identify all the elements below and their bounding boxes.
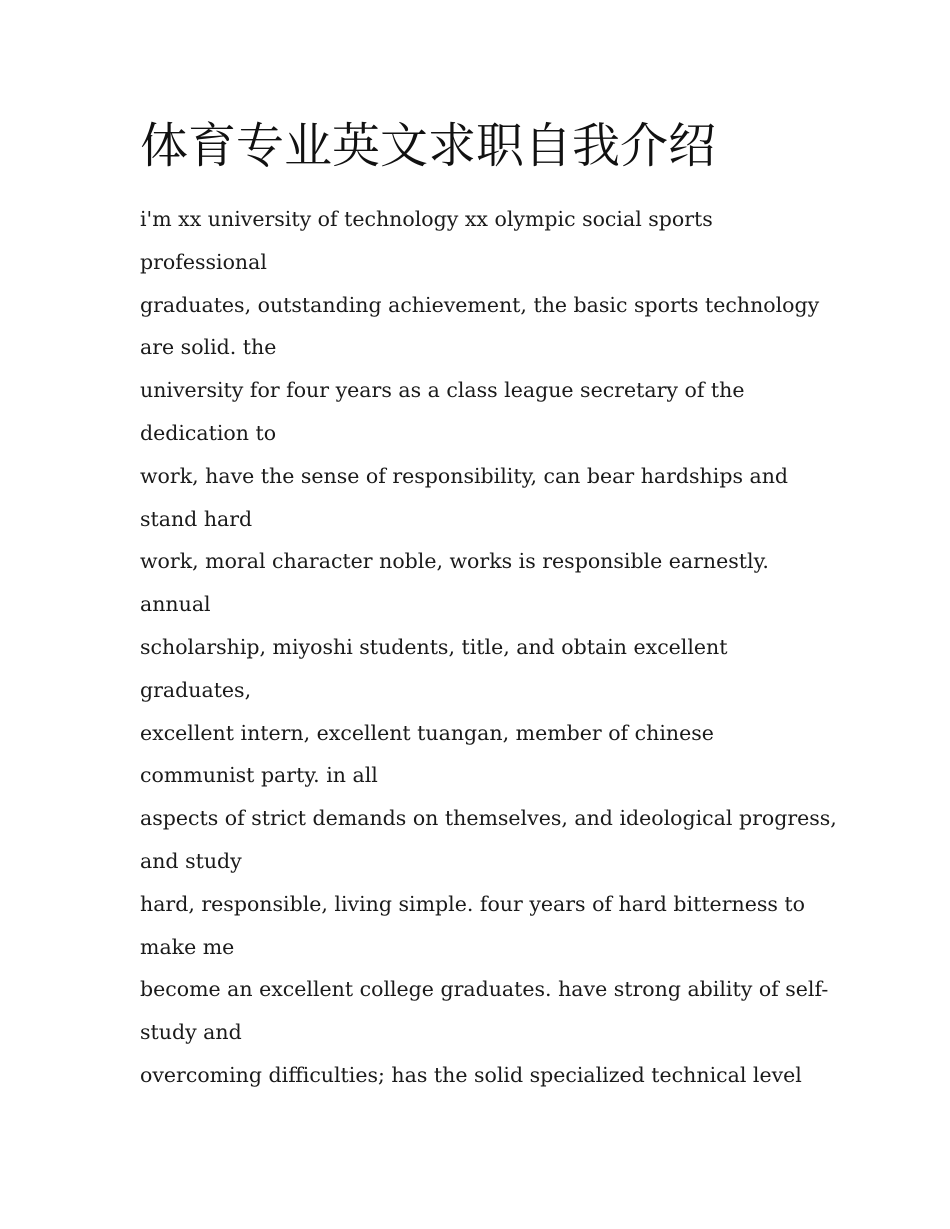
body-line: scholarship, miyoshi students, title, and obtain excellent: [140, 634, 728, 659]
body-line: graduates,: [140, 677, 252, 702]
document-title: 体育专业英文求职自我介绍: [140, 118, 717, 174]
document-body: [140, 198, 837, 1097]
body-line: work, have the sense of responsibility, can bear hardships and: [140, 463, 789, 488]
body-line: university for four years as a class league secretary of the: [140, 378, 745, 403]
body-line: dedication to: [140, 420, 277, 445]
body-line: overcoming difficulties; has the solid specialized technical level: [140, 1062, 802, 1087]
body-line: communist party. in all: [140, 763, 378, 788]
body-line: i'm xx university of technology xx olympic social sports: [140, 207, 713, 231]
body-line: and study: [140, 848, 242, 873]
body-line: are solid. the: [140, 335, 277, 360]
body-line: stand hard: [140, 506, 253, 531]
body-line: annual: [140, 592, 211, 617]
body-line: work, moral character noble, works is responsible earnestly.: [140, 549, 769, 574]
body-line: professional: [140, 249, 267, 274]
body-line: become an excellent college graduates. have strong ability of self-: [140, 977, 829, 1002]
body-line: graduates, outstanding achievement, the basic sports technology: [140, 292, 820, 317]
body-line: hard, responsible, living simple. four years of hard bitterness to: [140, 891, 805, 916]
body-line: make me: [140, 934, 235, 959]
body-line: study and: [140, 1020, 242, 1045]
body-line: excellent intern, excellent tuangan, member of chinese: [140, 720, 714, 745]
body-line: aspects of strict demands on themselves, and ideological progress,: [140, 806, 837, 831]
